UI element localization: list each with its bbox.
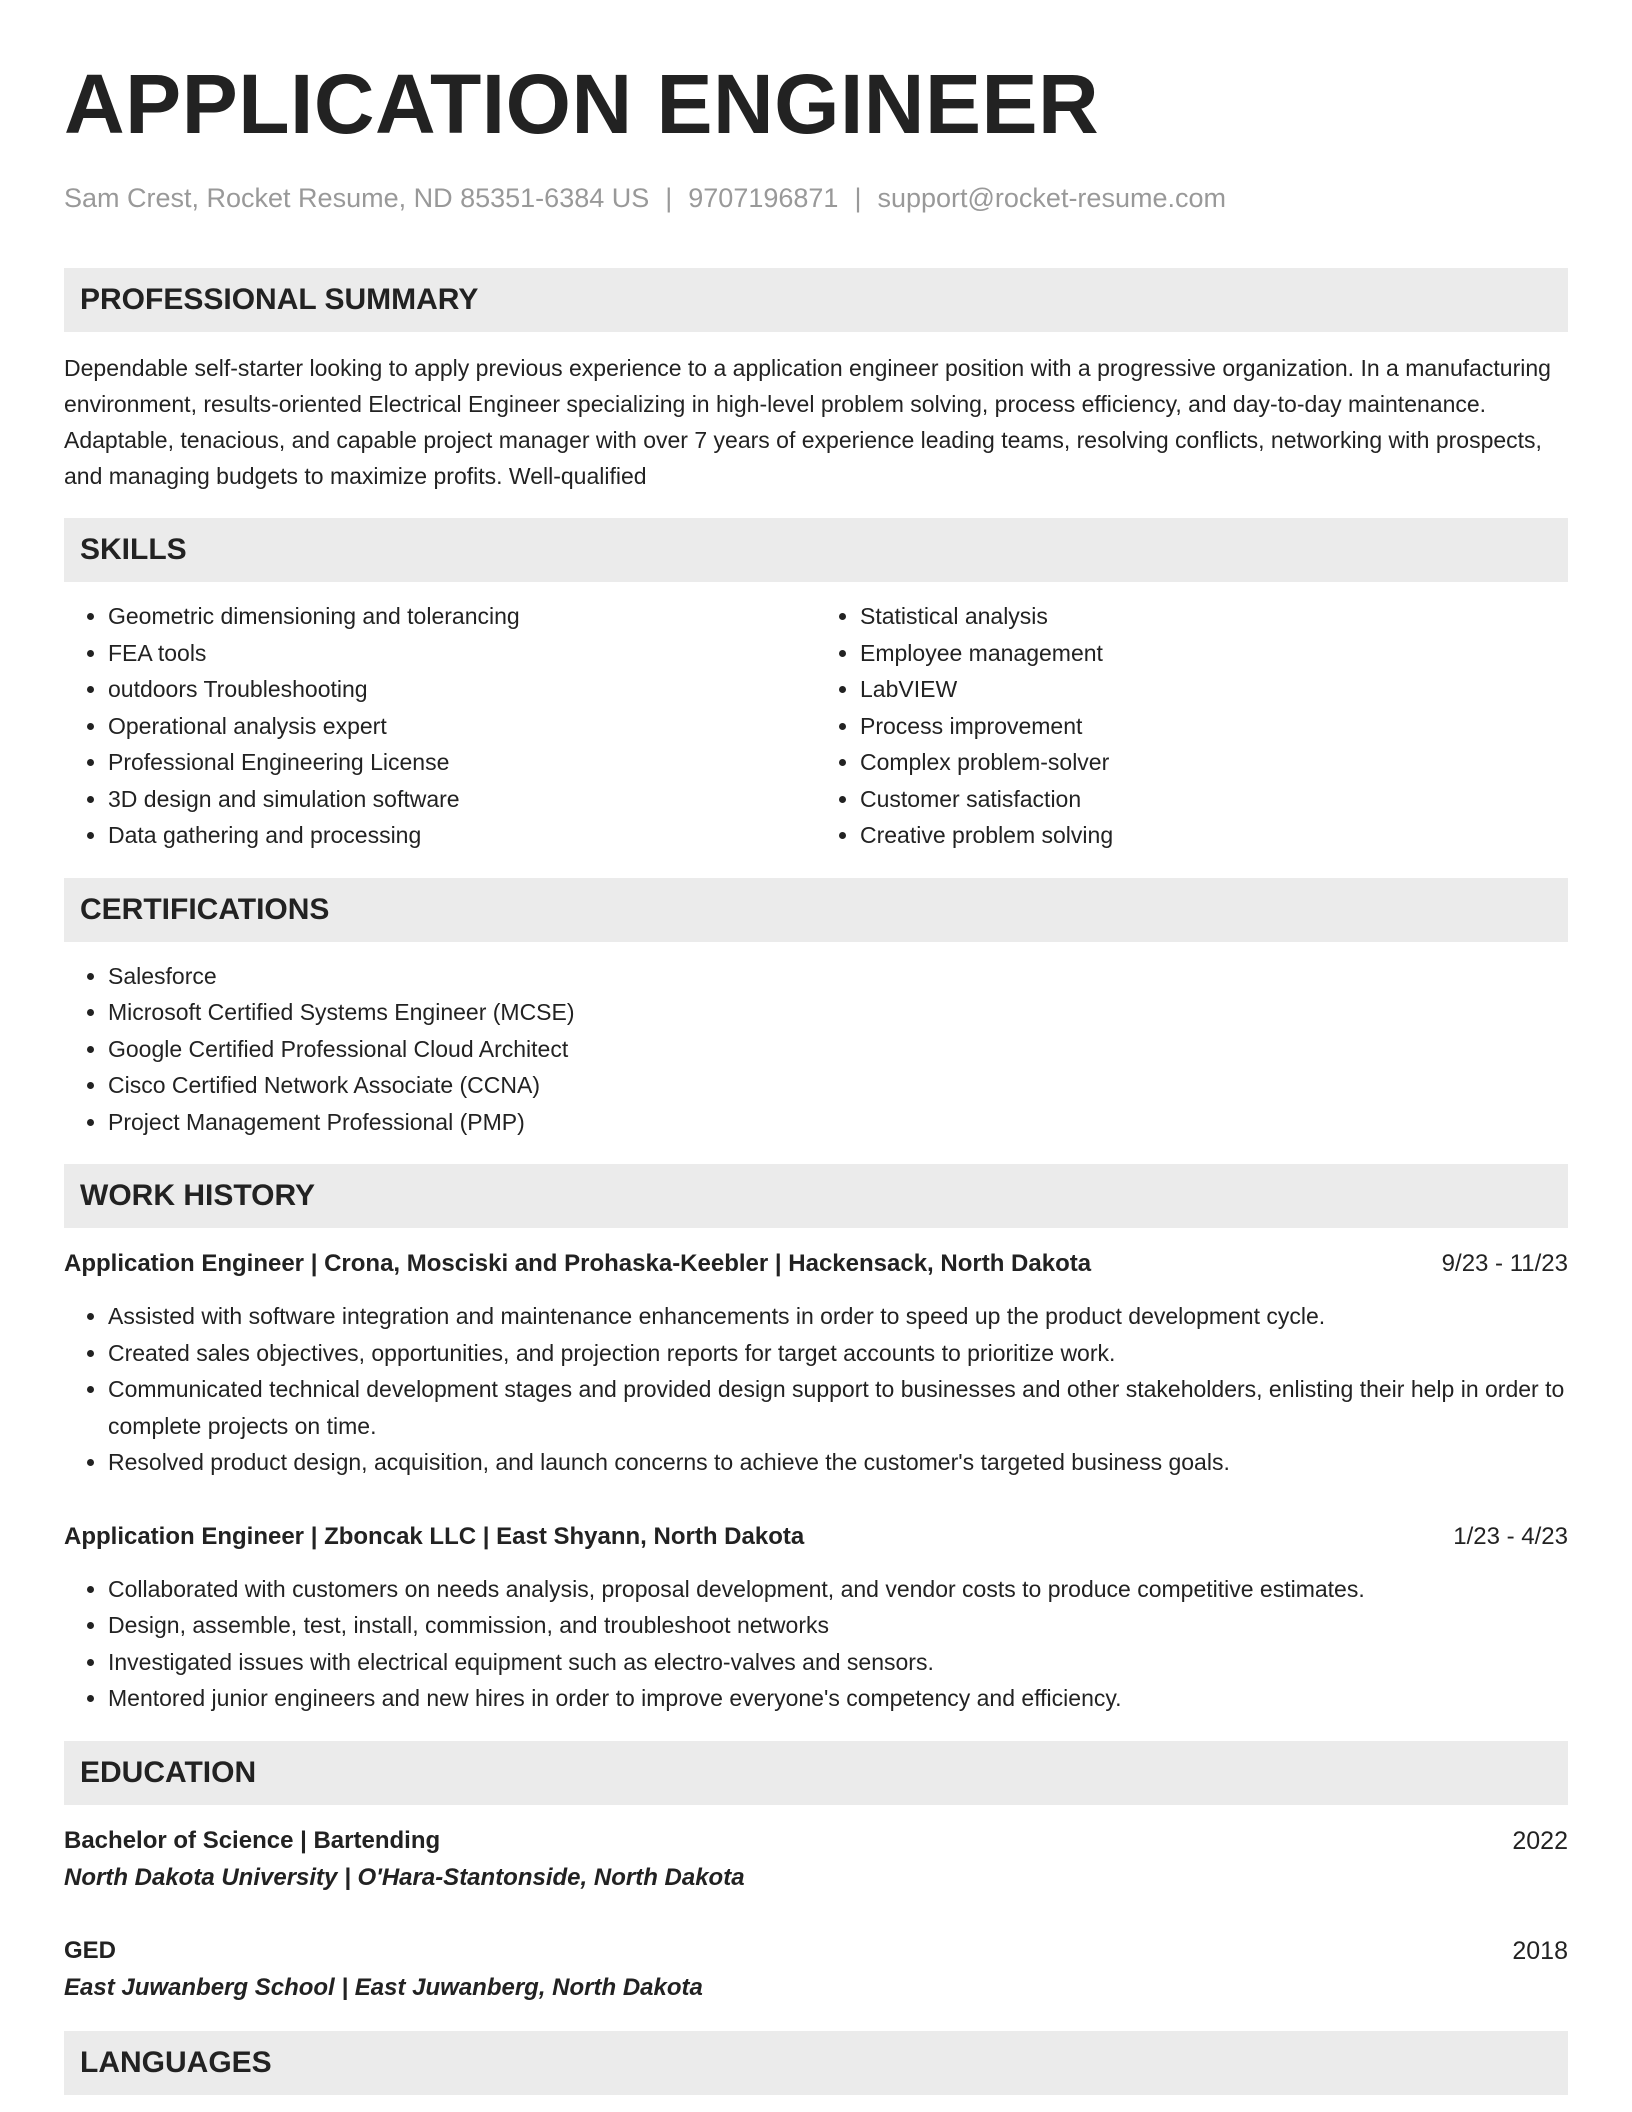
education-school: East Juwanberg School | East Juwanberg, North Dakota [64, 1973, 703, 2001]
section-header-work-history: WORK HISTORY [64, 1164, 1568, 1228]
section-header-languages: LANGUAGES [64, 2031, 1568, 2095]
job-bullets [64, 1571, 1568, 1717]
contact-separator: | [854, 183, 862, 213]
contact-line [64, 182, 1568, 214]
certification-item: • Google Certified Professional Cloud Architect [108, 1031, 1568, 1068]
skill-item: • Data gathering and processing [108, 817, 816, 854]
skill-item: • Professional Engineering License [108, 744, 816, 781]
education-year: 2018 [1512, 1936, 1568, 1965]
job-dates: 9/23 - 11/23 [1441, 1250, 1568, 1277]
skill-item: • Creative problem solving [860, 817, 1568, 854]
certifications-list [64, 958, 1568, 1141]
job-bullet: • Collaborated with customers on needs analysis, proposal development, and vendor costs to produce competitive estimates. [108, 1571, 1568, 1608]
job-entry [64, 1246, 1568, 1481]
skill-item: • Geometric dimensioning and tolerancing [108, 598, 816, 635]
job-title: Application Engineer | Crona, Mosciski and Prohaska-Keebler | Hackensack, North Dakota [64, 1250, 1092, 1277]
job-bullet: • Design, assemble, test, install, commission, and troubleshoot networks [108, 1607, 1568, 1644]
skill-item: • Employee management [860, 635, 1568, 672]
contact-phone: 9707196871 [688, 183, 839, 213]
job-title: Application Engineer | Zboncak LLC | East Shyann, North Dakota [64, 1522, 805, 1550]
skill-item: • LabVIEW [860, 671, 1568, 708]
education-degree: GED [64, 1936, 117, 1964]
section-header-summary: PROFESSIONAL SUMMARY [64, 268, 1568, 332]
contact-separator: | [665, 183, 673, 213]
skill-item: • Complex problem-solver [860, 744, 1568, 781]
resume-title: APPLICATION ENGINEER [64, 57, 1100, 151]
job-bullet: • Created sales objectives, opportunities, and projection reports for target accounts to prioritize work. [108, 1335, 1568, 1372]
job-bullet: • Resolved product design, acquisition, and launch concerns to achieve the customer's targeted business goals. [108, 1444, 1568, 1481]
certification-item: • Salesforce [108, 958, 1568, 995]
job-bullet: • Communicated technical development stages and provided design support to businesses and other stakeholders, enlisting their help in order to complete projects on time. [108, 1371, 1568, 1444]
skill-item: • FEA tools [108, 635, 816, 672]
job-bullets [64, 1298, 1568, 1481]
education-entry [64, 1823, 1568, 1897]
skill-item: • Statistical analysis [860, 598, 1568, 635]
job-header [64, 1246, 1568, 1282]
contact-address: Sam Crest, Rocket Resume, ND 85351-6384 US [64, 183, 650, 213]
skill-item: • Operational analysis expert [108, 708, 816, 745]
job-bullet: • Investigated issues with electrical equipment such as electro-valves and sensors. [108, 1644, 1568, 1681]
education-degree: Bachelor of Science | Bartending [64, 1826, 441, 1854]
education-header [64, 1823, 1568, 1859]
job-header [64, 1519, 1568, 1555]
education-year: 2022 [1512, 1826, 1568, 1855]
skill-item: • outdoors Troubleshooting [108, 671, 816, 708]
education-header [64, 1933, 1568, 1969]
education-entry [64, 1933, 1568, 2007]
skills-list-right [816, 598, 1568, 854]
job-dates: 1/23 - 4/23 [1453, 1522, 1568, 1550]
education-school: North Dakota University | O'Hara-Stantonside, North Dakota [64, 1863, 745, 1891]
skill-item: • Process improvement [860, 708, 1568, 745]
certification-item: • Project Management Professional (PMP) [108, 1104, 1568, 1141]
skills-grid [64, 598, 1568, 854]
summary-text: Dependable self-starter looking to apply previous experience to a application engineer position with a progressive organization. In a manufacturing environment, results-oriented Electrical Engineer specializing in high-level problem solving, process efficiency, and day-to-day maintenance. Adaptable, tenacious, and capable project manager with over 7 years of experience leading teams, resolving conflicts, networking with prospects, and managing budgets to maximize profits. Well-qualified [64, 355, 1551, 489]
section-header-skills: SKILLS [64, 518, 1568, 582]
job-bullet: • Assisted with software integration and maintenance enhancements in order to speed up the product development cycle. [108, 1298, 1568, 1335]
contact-email: support@rocket-resume.com [877, 183, 1226, 213]
skill-item: • Customer satisfaction [860, 781, 1568, 818]
job-bullet: • Mentored junior engineers and new hires in order to improve everyone's competency and efficiency. [108, 1680, 1568, 1717]
certification-item: • Cisco Certified Network Associate (CCNA) [108, 1067, 1568, 1104]
certification-item: • Microsoft Certified Systems Engineer (MCSE) [108, 994, 1568, 1031]
section-header-education: EDUCATION [64, 1741, 1568, 1805]
skills-list-left [64, 598, 816, 854]
skill-item: • 3D design and simulation software [108, 781, 816, 818]
section-header-certifications: CERTIFICATIONS [64, 878, 1568, 942]
job-entry [64, 1519, 1568, 1717]
